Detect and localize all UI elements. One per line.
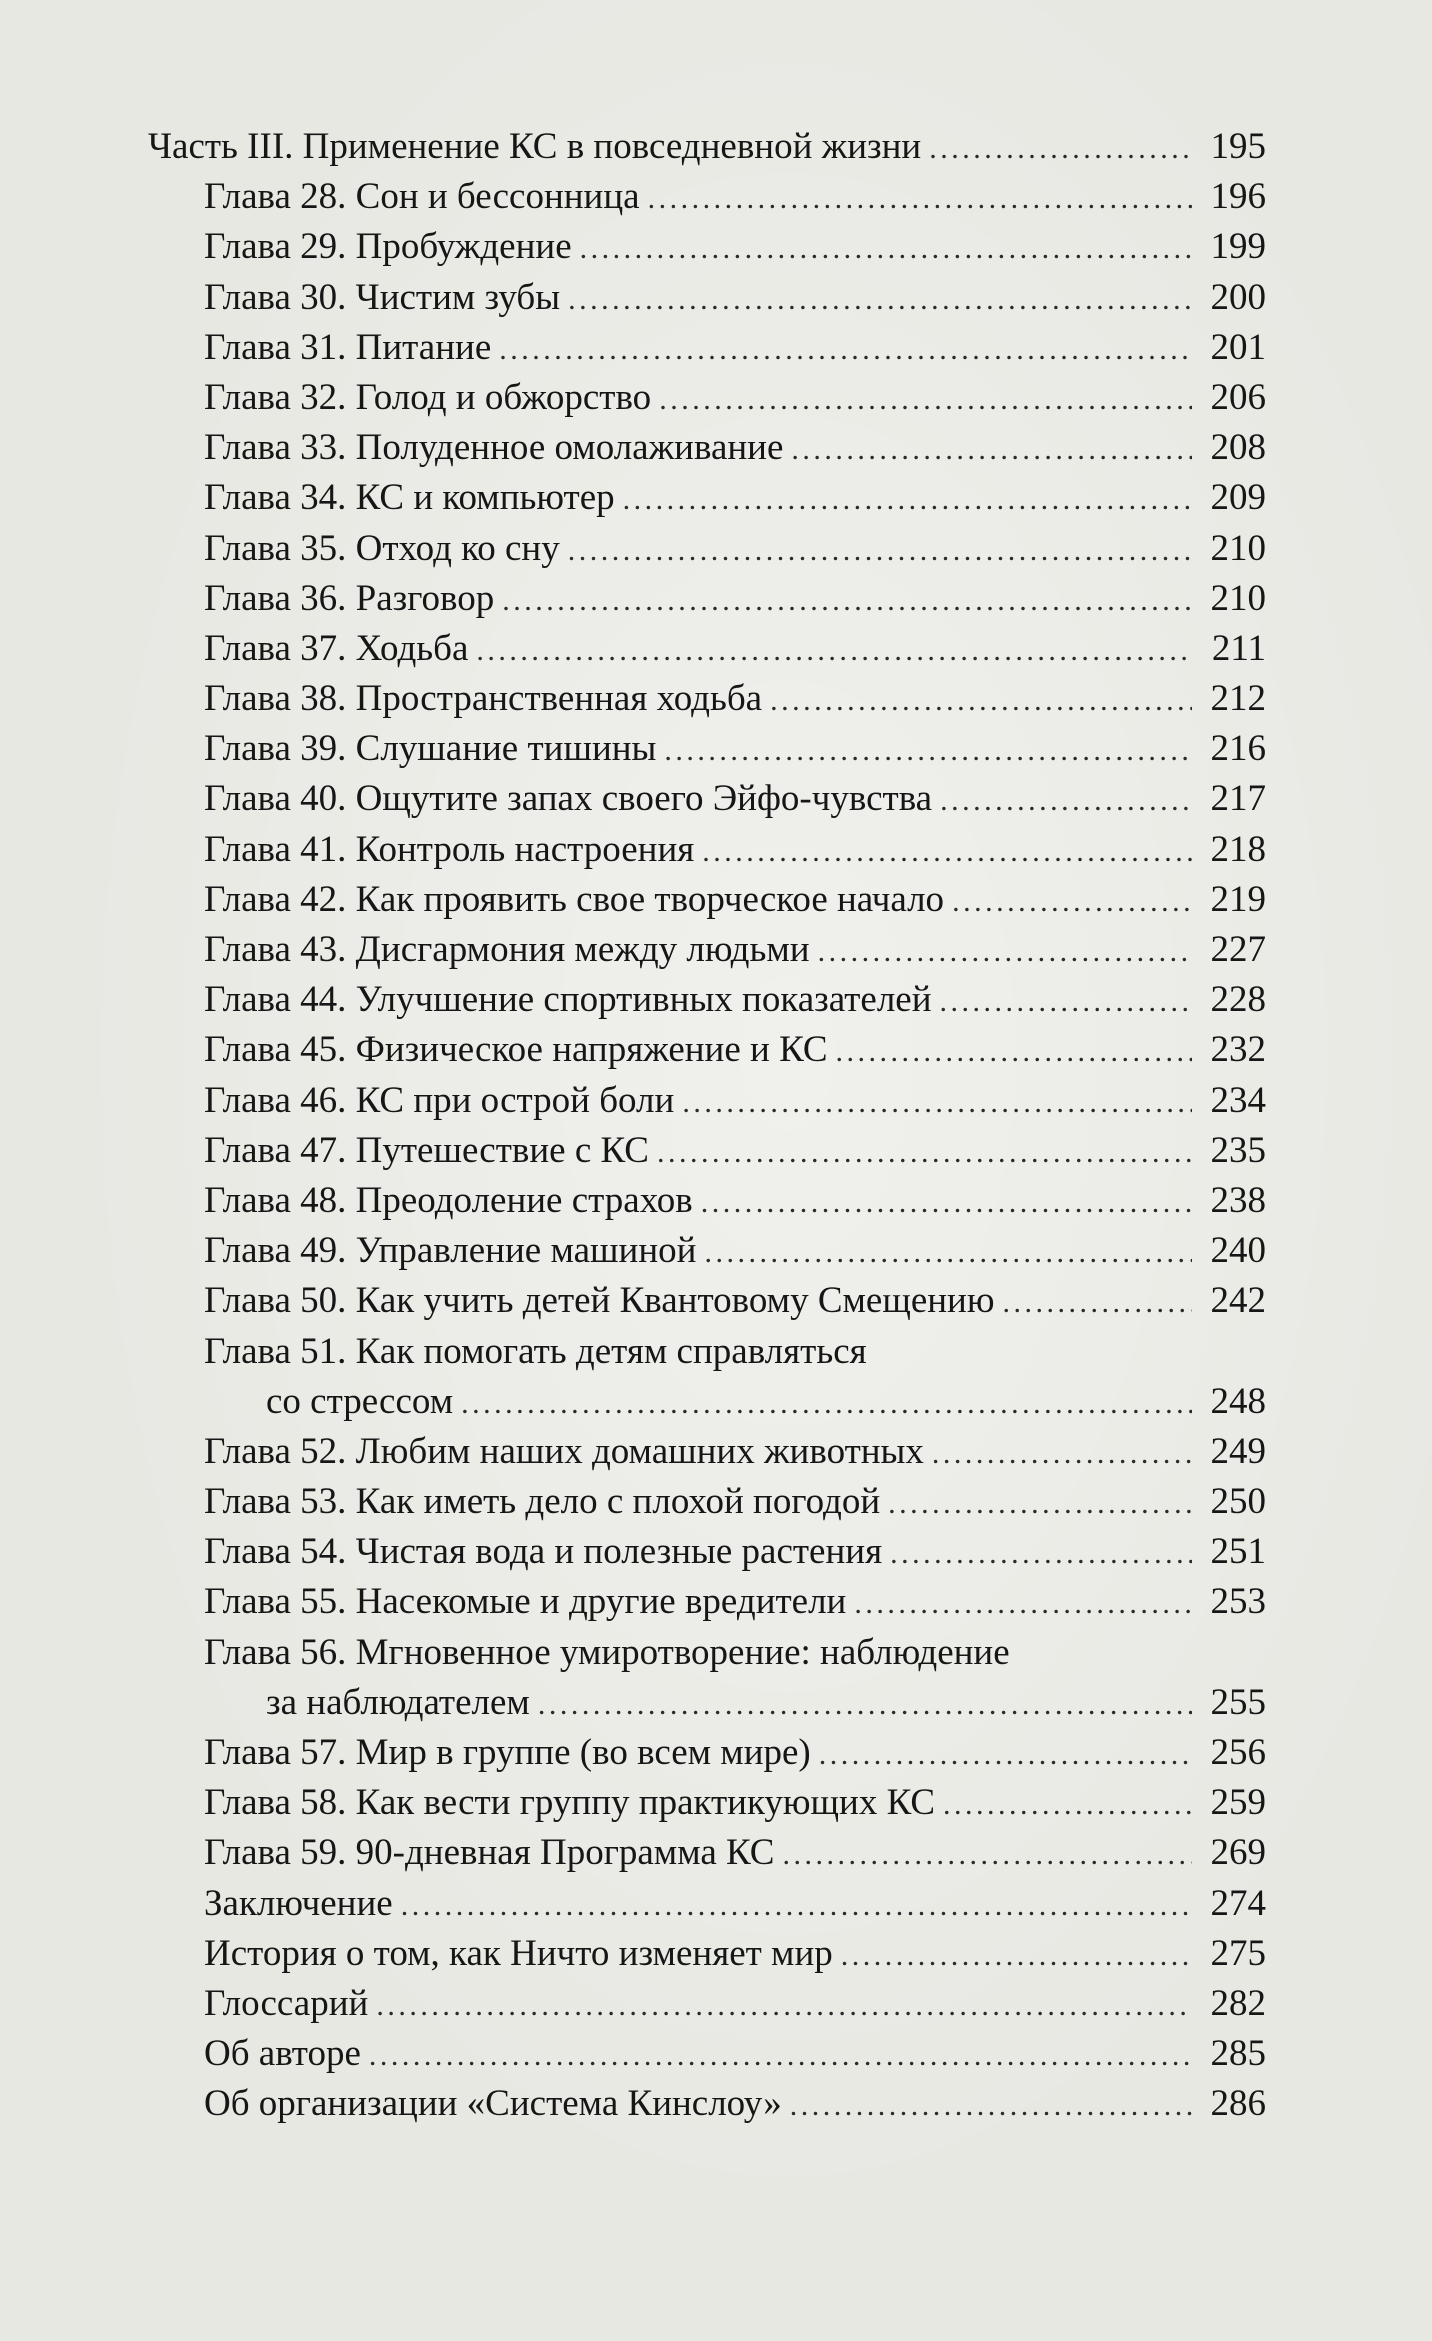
toc-entry: [148, 1276, 1266, 1326]
toc-entry-label: Глава 58. Как вести группу практикующих КС: [204, 1782, 936, 1824]
toc-entry-label: Глава 39. Слушание тишины: [204, 728, 657, 770]
toc-entry: [148, 674, 1266, 724]
toc-entry-page-number: 253: [1210, 1581, 1266, 1623]
toc-entry-page-number: 212: [1210, 678, 1266, 720]
toc-entry: [148, 2079, 1266, 2129]
dot-leader: [538, 1680, 1192, 1730]
toc-entry: [148, 1226, 1266, 1276]
dot-leader: [791, 425, 1192, 475]
toc-entry-page-number: 209: [1210, 477, 1266, 519]
toc-entry: [148, 524, 1266, 574]
dot-leader: [461, 1379, 1192, 1429]
dot-leader: [819, 1730, 1192, 1780]
toc-entry-page-number: 282: [1210, 1982, 1266, 2024]
dot-leader: [770, 676, 1192, 726]
toc-entry-page-number: 269: [1210, 1832, 1266, 1874]
toc-entry: [148, 875, 1266, 925]
dot-leader: [568, 526, 1192, 576]
toc-entry-page-number: 208: [1210, 427, 1266, 469]
toc-entry: [148, 1828, 1266, 1878]
toc-entry-label: Заключение: [204, 1882, 393, 1924]
toc-entry-label: Глава 51. Как помогать детям справляться: [204, 1330, 867, 1372]
toc-entry-page-number: 201: [1210, 326, 1266, 368]
toc-entry-label: Глава 36. Разговор: [204, 577, 495, 619]
toc-entry-label: Глава 43. Дисгармония между людьми: [204, 929, 810, 970]
dot-leader: [376, 1981, 1192, 2031]
dot-leader: [943, 1780, 1192, 1830]
toc-entry-label: Глава 31. Питание: [204, 326, 492, 368]
toc-entry: [148, 1327, 1266, 1377]
dot-leader: [1003, 1278, 1193, 1328]
dot-leader: [682, 1078, 1192, 1128]
toc-entry-label: Об авторе: [204, 2033, 361, 2075]
toc-entry-label: Глава 59. 90-дневная Программа КС: [204, 1832, 775, 1874]
dot-leader: [499, 325, 1192, 375]
toc-entry: [148, 1728, 1266, 1778]
toc-entry-label: Глава 44. Улучшение спортивных показателей: [204, 979, 932, 1021]
table-of-contents: [148, 122, 1266, 2130]
dot-leader: [818, 927, 1192, 977]
toc-entry: [148, 574, 1266, 624]
dot-leader: [836, 1027, 1192, 1077]
toc-entry-page-number: 251: [1210, 1531, 1266, 1573]
dot-leader: [648, 174, 1192, 224]
toc-entry-page-number: 285: [1210, 2033, 1266, 2075]
toc-entry-page-number: 216: [1210, 728, 1266, 770]
toc-entry: [148, 323, 1266, 373]
toc-entry-page-number: 219: [1210, 878, 1266, 920]
toc-entry: [148, 1427, 1266, 1477]
toc-entry-page-number: 235: [1210, 1129, 1266, 1171]
toc-entry: [148, 624, 1266, 674]
toc-entry: [148, 273, 1266, 323]
toc-entry-page-number: 196: [1210, 176, 1266, 218]
toc-entry-page-number: 238: [1210, 1179, 1266, 1221]
toc-entry: [148, 1176, 1266, 1226]
toc-entry-label: Глава 57. Мир в группе (во всем мире): [204, 1732, 811, 1773]
toc-entry-page-number: 242: [1210, 1280, 1266, 1322]
toc-entry: [148, 724, 1266, 774]
toc-entry-label: Глава 53. Как иметь дело с плохой погодой: [204, 1481, 881, 1523]
toc-entry: [148, 1477, 1266, 1527]
toc-entry-label: Глава 28. Сон и бессонница: [204, 176, 640, 218]
toc-entry-label: Глава 56. Мгновенное умиротворение: наблюдение: [204, 1631, 1010, 1673]
dot-leader: [701, 1178, 1192, 1228]
toc-entry-label: Глава 52. Любим наших домашних животных: [204, 1430, 924, 1472]
toc-entry: [148, 1126, 1266, 1176]
toc-entry-page-number: 250: [1210, 1481, 1266, 1523]
toc-entry-label: Глава 45. Физическое напряжение и КС: [204, 1029, 828, 1071]
dot-leader: [659, 375, 1192, 425]
dot-leader: [502, 576, 1192, 626]
toc-entry-page-number: 218: [1210, 828, 1266, 870]
toc-entry-page-number: 206: [1210, 376, 1266, 418]
toc-entry-page-number: 259: [1210, 1782, 1266, 1824]
toc-entry-label: Глава 29. Пробуждение: [204, 226, 572, 268]
toc-entry-page-number: 249: [1210, 1430, 1266, 1472]
toc-entry: [148, 1678, 1266, 1728]
toc-entry-label: Глава 40. Ощутите запах своего Эйфо-чувства: [204, 778, 933, 820]
dot-leader: [888, 1479, 1192, 1529]
toc-entry-label: Глава 47. Путешествие с КС: [204, 1129, 649, 1171]
dot-leader: [702, 827, 1192, 877]
toc-entry: [148, 473, 1266, 523]
toc-entry-page-number: 217: [1210, 778, 1266, 820]
toc-entry: [148, 1025, 1266, 1075]
toc-entry-label: Глава 42. Как проявить свое творческое начало: [204, 878, 945, 920]
toc-entry: [148, 1577, 1266, 1627]
dot-leader: [790, 2081, 1192, 2131]
dot-leader: [952, 877, 1192, 927]
toc-entry-label: Глава 32. Голод и обжорство: [204, 376, 652, 418]
toc-entry: [148, 925, 1266, 975]
toc-entry: [148, 1076, 1266, 1126]
toc-entry: [148, 373, 1266, 423]
toc-entry: [148, 122, 1266, 172]
toc-entry-label: Глава 37. Ходьба: [204, 627, 469, 669]
toc-entry-page-number: 210: [1210, 527, 1266, 569]
toc-entry-label: Глава 50. Как учить детей Квантовому Смещению: [204, 1280, 995, 1322]
dot-leader: [841, 1931, 1192, 1981]
toc-entry: [148, 1879, 1266, 1929]
dot-leader: [890, 1529, 1192, 1579]
dot-leader: [476, 626, 1192, 676]
toc-entry-label: Об организации «Система Кинслоу»: [204, 2083, 782, 2125]
toc-entry-page-number: 227: [1210, 929, 1266, 970]
toc-entry: [148, 825, 1266, 875]
dot-leader: [940, 776, 1192, 826]
toc-entry-label: Глава 38. Пространственная ходьба: [204, 678, 763, 720]
toc-entry: [148, 1527, 1266, 1577]
toc-entry: [148, 1778, 1266, 1828]
toc-entry-label: со стрессом: [266, 1380, 454, 1422]
dot-leader: [854, 1579, 1192, 1629]
toc-entry-page-number: 255: [1210, 1681, 1266, 1723]
toc-entry-label: Глава 49. Управление машиной: [204, 1230, 697, 1272]
toc-entry-label: Часть III. Применение КС в повседневной жизни: [148, 126, 922, 167]
toc-entry-label: Глава 54. Чистая вода и полезные растения: [204, 1531, 883, 1573]
dot-leader: [929, 124, 1192, 174]
toc-entry-page-number: 211: [1211, 627, 1266, 669]
toc-entry-page-number: 195: [1210, 126, 1266, 167]
dot-leader: [657, 1128, 1192, 1178]
toc-entry: [148, 423, 1266, 473]
toc-entry: [148, 1628, 1266, 1678]
toc-entry: [148, 1979, 1266, 2029]
dot-leader: [932, 1429, 1192, 1479]
dot-leader: [782, 1830, 1192, 1880]
dot-leader: [580, 224, 1192, 274]
toc-entry-label: за наблюдателем: [266, 1681, 530, 1723]
toc-entry-label: Глава 35. Отход ко сну: [204, 527, 560, 569]
toc-entry-label: Глава 41. Контроль настроения: [204, 828, 695, 870]
toc-entry-label: Глава 34. КС и компьютер: [204, 477, 615, 519]
dot-leader: [940, 977, 1192, 1027]
toc-entry-label: Глоссарий: [204, 1982, 369, 2024]
toc-entry-page-number: 275: [1210, 1932, 1266, 1974]
toc-entry-page-number: 210: [1210, 577, 1266, 619]
toc-entry: [148, 2029, 1266, 2079]
dot-leader: [664, 726, 1192, 776]
toc-entry: [148, 222, 1266, 272]
toc-entry-page-number: 286: [1210, 2083, 1266, 2125]
dot-leader: [568, 275, 1192, 325]
toc-entry: [148, 172, 1266, 222]
toc-entry-page-number: 248: [1210, 1380, 1266, 1422]
toc-entry-label: Глава 33. Полуденное омолаживание: [204, 427, 784, 469]
toc-entry: [148, 975, 1266, 1025]
dot-leader: [704, 1228, 1192, 1278]
toc-entry-page-number: 256: [1210, 1732, 1266, 1773]
toc-entry-page-number: 228: [1210, 979, 1266, 1021]
toc-entry-page-number: 234: [1210, 1079, 1266, 1121]
toc-entry-page-number: 200: [1210, 276, 1266, 318]
toc-entry-page-number: 199: [1210, 226, 1266, 268]
toc-entry-page-number: 274: [1210, 1882, 1266, 1924]
toc-entry-label: Глава 30. Чистим зубы: [204, 276, 561, 318]
toc-entry-label: История о том, как Ничто изменяет мир: [204, 1932, 833, 1974]
toc-entry-page-number: 240: [1210, 1230, 1266, 1272]
toc-entry: [148, 1377, 1266, 1427]
toc-entry: [148, 774, 1266, 824]
toc-entry-page-number: 232: [1210, 1029, 1266, 1071]
toc-entry-label: Глава 46. КС при острой боли: [204, 1079, 675, 1121]
toc-entry: [148, 1929, 1266, 1979]
dot-leader: [623, 475, 1192, 525]
dot-leader: [401, 1881, 1192, 1931]
toc-entry-label: Глава 48. Преодоление страхов: [204, 1179, 693, 1221]
dot-leader: [369, 2031, 1192, 2081]
toc-entry-label: Глава 55. Насекомые и другие вредители: [204, 1581, 847, 1623]
